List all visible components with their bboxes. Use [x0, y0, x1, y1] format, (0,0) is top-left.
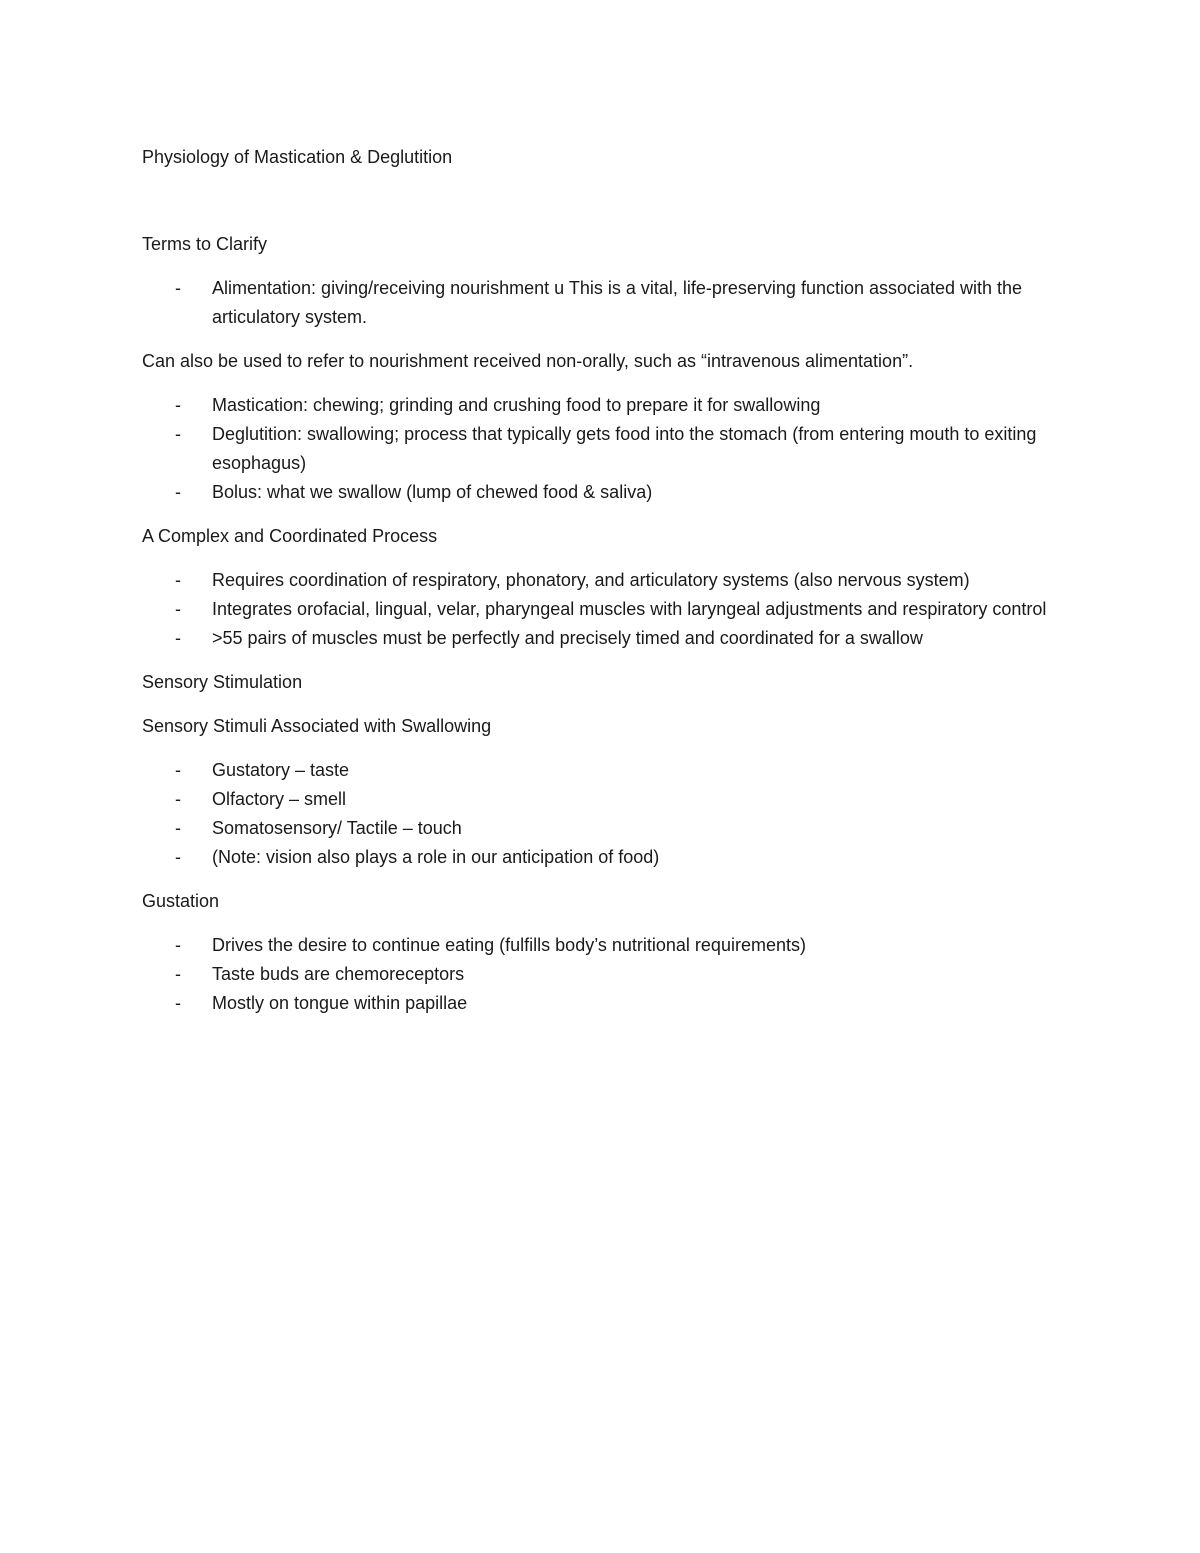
list-item-text: Alimentation: giving/receiving nourishment u This is a vital, life-preserving function associated with the articulatory system.: [212, 278, 1023, 327]
bullet-dash: -: [175, 847, 181, 867]
complex-list: [142, 566, 1062, 653]
list-item: [142, 478, 1062, 507]
bullet-dash: -: [175, 760, 181, 780]
list-item: [142, 624, 1062, 653]
sensory-list: [142, 756, 1062, 872]
list-item: [142, 595, 1062, 624]
list-item: [142, 814, 1062, 843]
list-item-text: Olfactory – smell: [212, 789, 347, 809]
bullet-dash: -: [175, 964, 181, 984]
list-item-text: Drives the desire to continue eating (fulfills body’s nutritional requirements): [212, 935, 806, 955]
document-body: [142, 143, 1062, 1033]
section-subheading-sensory-stimuli: Sensory Stimuli Associated with Swallowing: [142, 716, 492, 736]
list-item-text: Mastication: chewing; grinding and crushing food to prepare it for swallowing: [212, 395, 821, 415]
list-item: [142, 391, 1062, 420]
bullet-dash: -: [175, 599, 181, 619]
bullet-dash: -: [175, 395, 181, 415]
section-heading-complex: A Complex and Coordinated Process: [142, 526, 438, 546]
list-item-text: (Note: vision also plays a role in our anticipation of food): [212, 847, 660, 867]
list-item-text: Taste buds are chemoreceptors: [212, 964, 465, 984]
list-item: [142, 756, 1062, 785]
list-item-text: Bolus: what we swallow (lump of chewed food & saliva): [212, 482, 653, 502]
bullet-dash: -: [175, 789, 181, 809]
section-heading-sensory: Sensory Stimulation: [142, 672, 303, 692]
list-item-text: Gustatory – taste: [212, 760, 350, 780]
list-item: [142, 989, 1062, 1018]
terms-list-a: [142, 274, 1062, 332]
bullet-dash: -: [175, 482, 181, 502]
list-item: [142, 843, 1062, 872]
bullet-dash: -: [175, 935, 181, 955]
bullet-dash: -: [175, 570, 181, 590]
list-item: [142, 274, 1062, 332]
list-item: [142, 960, 1062, 989]
list-item-text: Requires coordination of respiratory, phonatory, and articulatory systems (also nervous system): [212, 570, 970, 590]
terms-note: Can also be used to refer to nourishment received non-orally, such as “intravenous alimentation”.: [142, 351, 914, 371]
bullet-dash: -: [175, 993, 181, 1013]
list-item: [142, 785, 1062, 814]
gustation-list: [142, 931, 1062, 1018]
list-item-text: Mostly on tongue within papillae: [212, 993, 468, 1013]
list-item-text: Somatosensory/ Tactile – touch: [212, 818, 462, 838]
document-title: Physiology of Mastication & Deglutition: [142, 147, 453, 167]
list-item-text: >55 pairs of muscles must be perfectly and precisely timed and coordinated for a swallow: [212, 628, 923, 648]
section-heading-terms: Terms to Clarify: [142, 234, 268, 254]
list-item: [142, 566, 1062, 595]
bullet-dash: -: [175, 628, 181, 648]
list-item: [142, 931, 1062, 960]
bullet-dash: -: [175, 424, 181, 444]
list-item: [142, 420, 1062, 478]
bullet-dash: -: [175, 278, 181, 298]
list-item-text: Deglutition: swallowing; process that typically gets food into the stomach (from entering mouth to exiting esophagus): [212, 424, 1037, 473]
list-item-text: Integrates orofacial, lingual, velar, pharyngeal muscles with laryngeal adjustments and respiratory control: [212, 599, 1047, 619]
terms-list-b: [142, 391, 1062, 507]
section-heading-gustation: Gustation: [142, 891, 220, 911]
bullet-dash: -: [175, 818, 181, 838]
